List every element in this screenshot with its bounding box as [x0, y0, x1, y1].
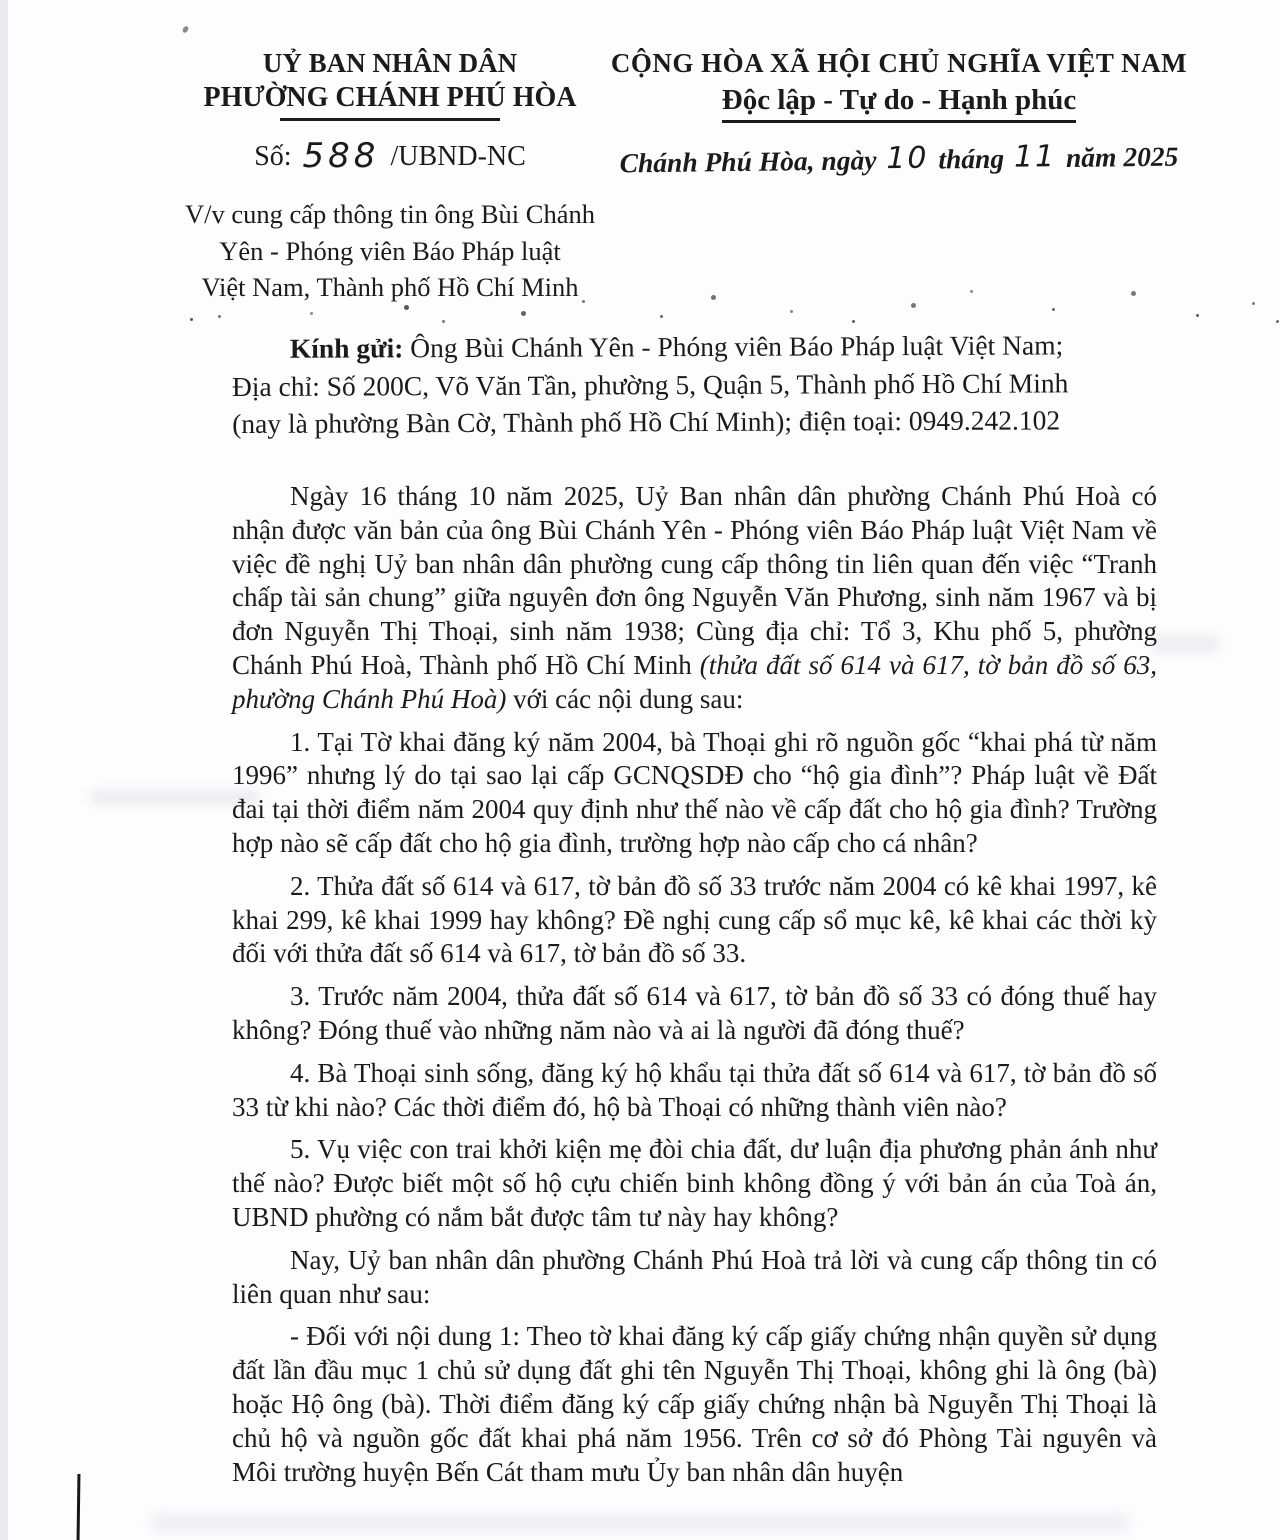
- body-paragraph: 5. Vụ việc con trai khởi kiện mẹ đòi chia đất, dư luận địa phương phản ánh như thế nào? Được biết một số hộ cựu chiến binh không đồng ý với bản án của Toà án, UBND phường có nắm bắt được tâm tư này hay không?: [232, 1134, 1157, 1232]
- document-number: [185, 134, 595, 174]
- body-paragraph: 3. Trước năm 2004, thửa đất số 614 và 617, tờ bản đồ số 33 có đóng thuế hay không? Đóng thuế vào những năm nào và ai là người đã đóng thuế?: [232, 981, 1157, 1045]
- scan-edge-strip: [0, 0, 8, 1540]
- org-name-line1: UỶ BAN NHÂN DÂN: [262, 48, 518, 78]
- scan-smudge: [150, 1514, 1130, 1532]
- org-header: [185, 46, 595, 121]
- subject-line1: V/v cung cấp thông tin ông Bùi Chánh: [185, 199, 595, 229]
- dateline-suffix: năm 2025: [1065, 140, 1179, 173]
- scan-speckle-band: [190, 318, 193, 321]
- salutation: Kính gửi:: [289, 332, 404, 364]
- recipient-line1: [232, 326, 1160, 368]
- recipient-block: [232, 326, 1160, 443]
- subject-line3: Việt Nam, Thành phố Hồ Chí Minh: [201, 272, 579, 302]
- body-paragraph: 1. Tại Tờ khai đăng ký năm 2004, bà Thoại ghi rõ nguồn gốc “khai phá từ năm 1996” nhưng lý do tại sao lại cấp GCNQSDĐ cho “hộ gia đình”? Pháp luật về Đất đai tại thời điểm năm 2004 quy định như thế nào về cấp đất cho hộ gia đình? Trường hợp nào sẽ cấp đất cho hộ gia đình, trường hợp nào cấp cho cá nhân?: [232, 726, 1157, 858]
- recipient-address2: (nay là phường Bàn Cờ, Thành phố Hồ Chí Minh); điện toại: 0949.242.102: [232, 404, 1061, 440]
- org-underline: [280, 118, 500, 121]
- scan-speck: [181, 25, 189, 34]
- national-header: [610, 46, 1188, 123]
- national-motto-line2: Độc lập - Tự do - Hạnh phúc: [722, 83, 1077, 123]
- dateline-month-handwritten: 11: [1013, 139, 1057, 175]
- recipient-address: Địa chỉ: Số 200C, Võ Văn Tần, phường 5, Quận 5, Thành phố Hồ Chí Minh: [231, 366, 1069, 402]
- doc-no-suffix: /UBND-NC: [390, 141, 526, 172]
- dateline-day-handwritten: 10: [886, 140, 929, 177]
- body-paragraph: 2. Thửa đất số 614 và 617, tờ bản đồ số 33 trước năm 2004 có kê khai 1997, kê khai 299, kê khai 1999 hay không? Đề nghị cung cấp sổ mục kê, kê khai các thời kỳ đối với thửa đất số 614 và 617, tờ bản đồ số 33.: [232, 870, 1157, 969]
- dateline-thang: tháng: [938, 142, 1005, 175]
- body-paragraph: 4. Bà Thoại sinh sống, đăng ký hộ khẩu tại thửa đất số 614 và 617, tờ bản đồ số 33 từ khi nào? Các thời điểm đó, hộ bà Thoại có những thành viên nào?: [232, 1057, 1157, 1122]
- body-paragraph: Nay, Uỷ ban nhân dân phường Chánh Phú Hoà trả lời và cung cấp thông tin có liên quan như sau:: [232, 1244, 1157, 1309]
- place-dateline: [610, 138, 1188, 180]
- doc-no-prefix: Số:: [254, 141, 292, 172]
- scan-line-artifact: [77, 1474, 81, 1540]
- recipient-name: Ông Bùi Chánh Yên - Phóng viên Báo Pháp luật Việt Nam;: [403, 329, 1064, 364]
- body-paragraphs: [232, 480, 1157, 1498]
- body-paragraph: - Đối với nội dung 1: Theo tờ khai đăng ký cấp giấy chứng nhận quyền sử dụng đất lần đầu mục 1 chủ sử dụng đất ghi tên Nguyễn Thị Thoại, không ghi là ông (bà) hoặc Hộ ông (bà). Thời điểm đăng ký cấp giấy chứng nhận bà Nguyễn Thị Thoại là chủ hộ và nguồn gốc đất khai phá năm 1956. Trên cơ sở đó Phòng Tài nguyên và Môi trường huyện Bến Cát tham mưu Ủy ban nhân dân huyện: [232, 1321, 1157, 1487]
- scan-smudge: [1150, 636, 1220, 652]
- dateline-prefix: Chánh Phú Hòa, ngày: [619, 144, 877, 179]
- national-motto-line1: CỘNG HÒA XÃ HỘI CHỦ NGHĨA VIỆT NAM: [610, 48, 1188, 78]
- body-paragraph: Ngày 16 tháng 10 năm 2025, Uỷ Ban nhân dân phường Chánh Phú Hoà có nhận được văn bản của ông Bùi Chánh Yên - Phóng viên Báo Pháp luật Việt Nam về việc đề nghị Uỷ ban nhân dân phường cung cấp thông tin liên quan đến việc “Tranh chấp tài sản chung” giữa nguyên đơn ông Nguyễn Văn Phương, sinh năm 1967 và bị đơn Nguyễn Thị Thoại, sinh năm 1938; Cùng địa chỉ: Tổ 3, Khu phố 5, phường Chánh Phú Hoà, Thành phố Hồ Chí Minh (thửa đất số 614 và 617, tờ bản đồ số 63, phường Chánh Phú Hoà) với các nội dung sau:: [232, 481, 1157, 714]
- document-subject: [172, 196, 608, 306]
- subject-line2: Yên - Phóng viên Báo Pháp luật: [219, 235, 561, 266]
- org-name-line2: PHƯỜNG CHÁNH PHÚ HÒA: [203, 82, 577, 113]
- doc-no-handwritten: 588: [302, 136, 380, 176]
